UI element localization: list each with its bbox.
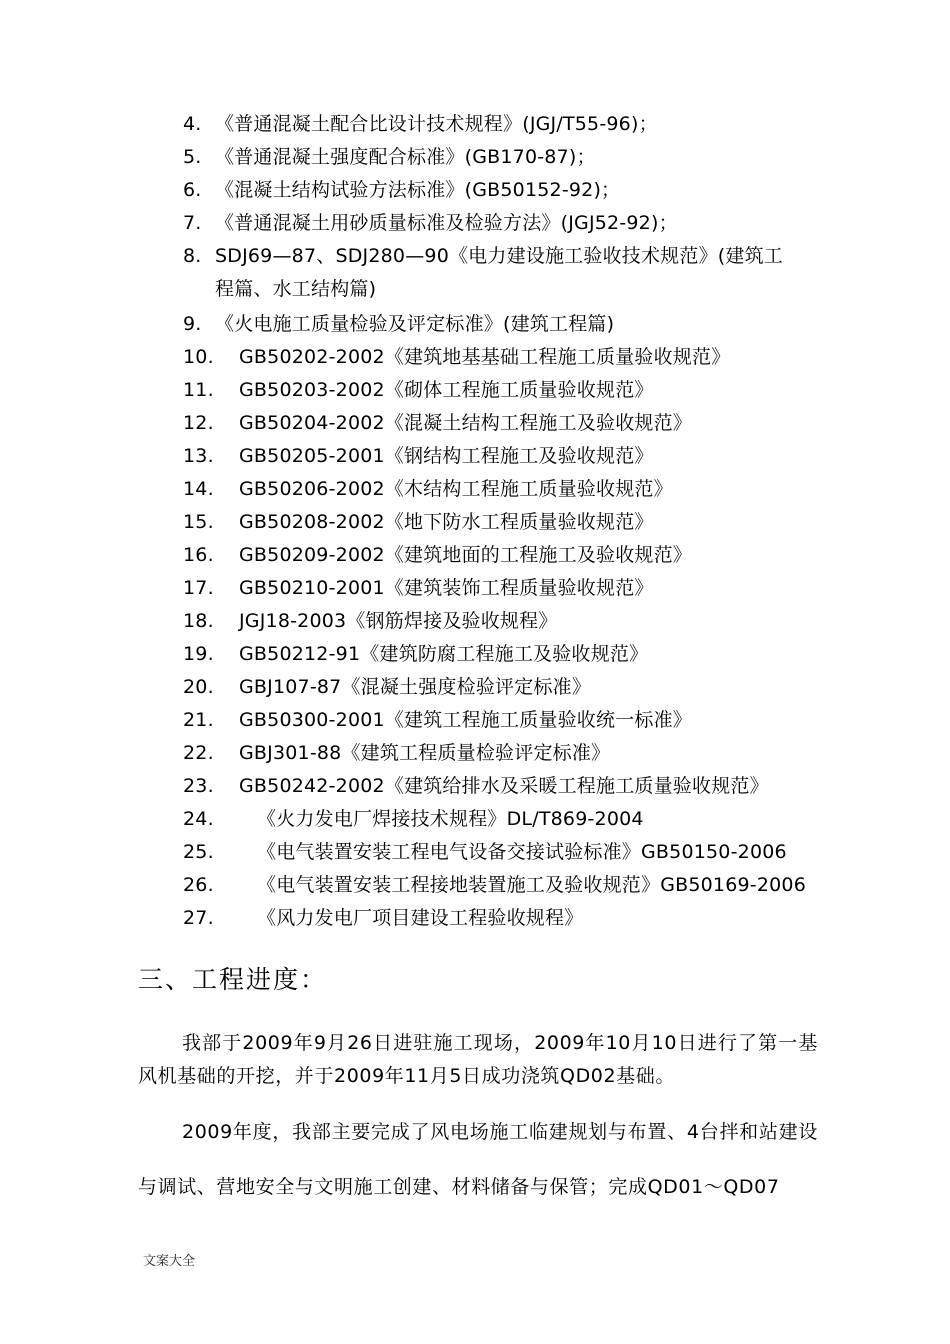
list-item [183, 108, 863, 141]
list-item [183, 704, 863, 737]
item-text: 《电气装置安装工程电气设备交接试验标准》GB50150-2006 [257, 841, 787, 863]
item-number: 14. [183, 478, 214, 500]
item-number: 16. [183, 544, 214, 566]
item-number: 6. [183, 179, 202, 201]
item-text: GBJ107-87《混凝土强度检验评定标准》 [239, 676, 592, 698]
item-text: 《普通混凝土用砂质量标准及检验方法》(JGJ52-92)； [215, 212, 678, 234]
item-text: 《混凝土结构试验方法标准》(GB50152-92)； [215, 179, 621, 201]
item-number: 22. [183, 742, 214, 764]
item-number: 5. [183, 146, 202, 168]
list-item [183, 539, 863, 572]
list-item [183, 473, 863, 506]
item-text: 《电气装置安装工程接地装置施工及验收规范》GB50169-2006 [257, 874, 807, 896]
item-text: GB50242-2002《建筑给排水及采暖工程施工质量验收规范》 [239, 775, 769, 797]
list-item [183, 174, 863, 207]
list-item [183, 770, 863, 803]
item-text: GB50206-2002《木结构工程施工质量验收规范》 [239, 478, 673, 500]
reference-list [183, 108, 863, 935]
list-item [183, 240, 863, 308]
list-item [183, 207, 863, 240]
list-item [183, 638, 863, 671]
list-item [183, 869, 863, 902]
item-text-line2: 程篇、水工结构篇) [215, 278, 377, 300]
item-text: GB50212-91《建筑防腐工程施工及验收规范》 [239, 643, 649, 665]
item-text: 《风力发电厂项目建设工程验收规程》 [257, 907, 584, 929]
list-item [183, 440, 863, 473]
list-item [183, 308, 863, 341]
list-item [183, 374, 863, 407]
item-number: 20. [183, 676, 214, 698]
list-item [183, 803, 863, 836]
list-item [183, 671, 863, 704]
item-number: 21. [183, 709, 214, 731]
list-item [183, 836, 863, 869]
item-number: 7. [183, 212, 202, 234]
item-text: GB50209-2002《建筑地面的工程施工及验收规范》 [239, 544, 693, 566]
item-number: 9. [183, 313, 202, 335]
body-paragraph: 2009年度，我部主要完成了风电场施工临建规划与布置、4台拌和站建设与调试、营地安全与文明施工创建、材料储备与保管；完成QD01～QD07 [138, 1121, 818, 1198]
item-text: GB50203-2002《砌体工程施工质量验收规范》 [239, 379, 654, 401]
item-text: GB50210-2001《建筑装饰工程质量验收规范》 [239, 577, 654, 599]
item-number: 4. [183, 113, 202, 135]
item-text: GB50204-2002《混凝土结构工程施工及验收规范》 [239, 412, 693, 434]
item-number: 10. [183, 346, 214, 368]
item-text-line1: SDJ69—87、SDJ280—90《电力建设施工验收技术规范》(建筑工 [215, 245, 783, 267]
item-text: GB50202-2002《建筑地基基础工程施工质量验收规范》 [239, 346, 731, 368]
item-number: 13. [183, 445, 214, 467]
list-item [183, 341, 863, 374]
item-number: 23. [183, 775, 214, 797]
list-item [183, 605, 863, 638]
item-number: 8. [183, 245, 202, 267]
footer-text: 文案大全 [143, 1254, 196, 1269]
list-item [183, 407, 863, 440]
item-number: 24. [183, 808, 214, 830]
list-item [183, 572, 863, 605]
item-number: 25. [183, 841, 214, 863]
list-item [183, 141, 863, 174]
item-text: GB50300-2001《建筑工程施工质量验收统一标准》 [239, 709, 693, 731]
item-number: 11. [183, 379, 214, 401]
body-paragraph: 我部于2009年9月26日进驻施工现场，2009年10月10日进行了第一基风机基础的开挖，并于2009年11月5日成功浇筑QD02基础。 [138, 1032, 818, 1087]
item-text: 《普通混凝土强度配合标准》(GB170-87)； [215, 146, 596, 168]
list-item [183, 506, 863, 539]
item-text [215, 240, 835, 306]
item-number: 26. [183, 874, 214, 896]
section-heading: 三、工程进度： [138, 965, 328, 994]
item-text: 《火电施工质量检验及评定标准》(建筑工程篇) [215, 313, 615, 335]
item-number: 17. [183, 577, 214, 599]
item-text: JGJ18-2003《钢筋焊接及验收规程》 [239, 610, 558, 632]
item-text: GBJ301-88《建筑工程质量检验评定标准》 [239, 742, 611, 764]
list-item [183, 902, 863, 935]
item-text: GB50205-2001《钢结构工程施工及验收规范》 [239, 445, 654, 467]
item-number: 19. [183, 643, 214, 665]
item-text: GB50208-2002《地下防水工程质量验收规范》 [239, 511, 654, 533]
item-number: 18. [183, 610, 214, 632]
item-text: 《普通混凝土配合比设计技术规程》(JGJ/T55-96)； [215, 113, 658, 135]
item-text: 《火力发电厂焊接技术规程》DL/T869-2004 [257, 808, 644, 830]
item-number: 27. [183, 907, 214, 929]
item-number: 12. [183, 412, 214, 434]
list-item [183, 737, 863, 770]
item-number: 15. [183, 511, 214, 533]
